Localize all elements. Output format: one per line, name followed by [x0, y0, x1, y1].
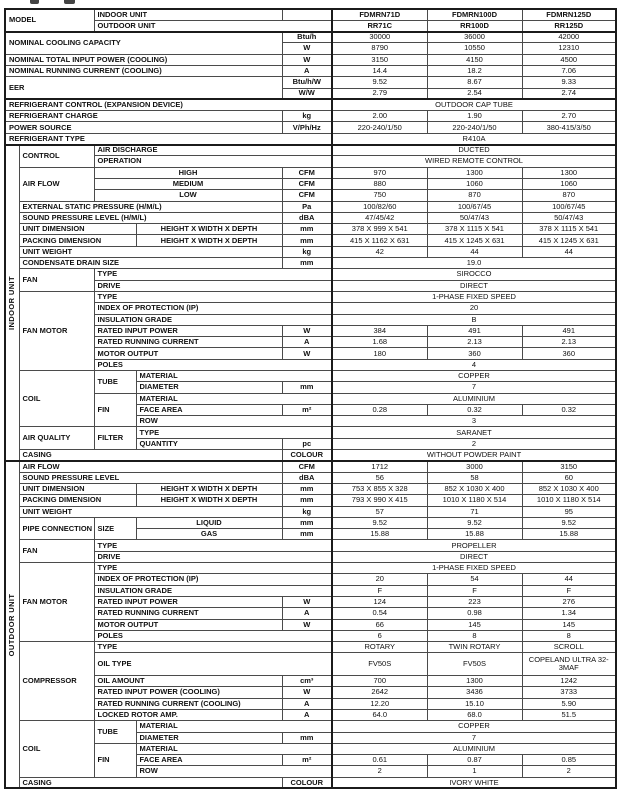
value-cell: 50/47/43	[427, 212, 522, 223]
value-cell: 57	[332, 506, 427, 517]
row-label-cell: INDEX OF PROTECTION (IP)	[94, 574, 332, 585]
row-label-cell: OIL AMOUNT	[94, 676, 282, 687]
value-cell: 2	[522, 766, 616, 777]
unit-cell: W	[282, 596, 332, 607]
row-label-cell: PACKING DIMENSION	[19, 235, 136, 246]
value-cell: COPPER	[332, 371, 616, 382]
unit-cell: cm³	[282, 676, 332, 687]
row-label-cell: OUTDOOR UNIT	[94, 20, 332, 31]
row-label-cell: RATED RUNNING CURRENT	[94, 337, 282, 348]
unit-cell: A	[282, 709, 332, 720]
value-cell: 10550	[427, 43, 522, 54]
row-label-cell: TYPE	[136, 427, 332, 438]
unit-cell: A	[282, 65, 332, 76]
sub-label-cell: FDMRN125D	[522, 9, 616, 20]
unit-cell: A	[282, 698, 332, 709]
row-label-cell: ROW	[136, 766, 332, 777]
row-label-cell: MATERIAL	[136, 721, 332, 732]
value-cell: 20	[332, 574, 427, 585]
value-cell: 0.28	[332, 404, 427, 415]
sub-label-cell: RR71C	[332, 20, 427, 31]
row-label-cell: CONTROL	[19, 145, 94, 168]
sub-label-cell: HEIGHT X WIDTH X DEPTH	[136, 495, 282, 506]
value-cell: 18.2	[427, 65, 522, 76]
value-cell: 852 X 1030 X 400	[427, 483, 522, 494]
unit-cell: A	[282, 337, 332, 348]
row-label-cell: NOMINAL TOTAL INPUT POWER (COOLING)	[5, 54, 282, 65]
value-cell: 491	[427, 325, 522, 336]
unit-cell: W	[282, 54, 332, 65]
unit-cell: mm	[282, 258, 332, 269]
value-cell: 47/45/42	[332, 212, 427, 223]
value-cell: 68.0	[427, 709, 522, 720]
row-label-cell: TYPE	[94, 291, 332, 302]
row-label-cell: NOMINAL COOLING CAPACITY	[5, 32, 282, 55]
value-cell: 415 X 1245 X 631	[427, 235, 522, 246]
row-label-cell: TYPE	[94, 563, 332, 574]
unit-cell: mm	[282, 382, 332, 393]
value-cell: 0.85	[522, 755, 616, 766]
section-vertical-label	[5, 461, 19, 789]
unit-cell: COLOUR	[282, 777, 332, 788]
sub-label-cell: HEIGHT X WIDTH X DEPTH	[136, 235, 282, 246]
row-label-cell: AIR DISCHARGE	[94, 145, 332, 156]
value-cell: 870	[427, 190, 522, 201]
unit-cell: W	[282, 325, 332, 336]
row-label-cell: POLES	[94, 630, 332, 641]
value-cell: 415 X 1162 X 631	[332, 235, 427, 246]
row-label-cell: UNIT DIMENSION	[19, 483, 136, 494]
value-cell: 2.74	[522, 88, 616, 99]
unit-cell: mm	[282, 483, 332, 494]
value-cell: COPELAND ULTRA 32-3MAF	[522, 653, 616, 676]
value-cell: 378 X 999 X 541	[332, 224, 427, 235]
value-cell: 15.88	[332, 529, 427, 540]
unit-cell	[282, 9, 332, 20]
value-cell: 223	[427, 596, 522, 607]
row-label-cell: SOUND PRESSURE LEVEL	[19, 472, 282, 483]
value-cell: 7.06	[522, 65, 616, 76]
sub-label-cell: HEIGHT X WIDTH X DEPTH	[136, 224, 282, 235]
value-cell: 60	[522, 472, 616, 483]
value-cell: 100/82/60	[332, 201, 427, 212]
row-label-cell: QUANTITY	[136, 438, 282, 449]
value-cell: 1242	[522, 676, 616, 687]
value-cell: 145	[522, 619, 616, 630]
value-cell: 124	[332, 596, 427, 607]
value-cell: 3436	[427, 687, 522, 698]
row-label-cell: FIN	[94, 743, 136, 777]
value-cell: 384	[332, 325, 427, 336]
row-label-cell: OIL TYPE	[94, 653, 332, 676]
value-cell: 8.67	[427, 77, 522, 88]
value-cell: 14.4	[332, 65, 427, 76]
row-label-cell: RATED INPUT POWER	[94, 325, 282, 336]
unit-cell: kg	[282, 506, 332, 517]
unit-cell: Btu/h	[282, 32, 332, 43]
value-cell: 8	[427, 630, 522, 641]
value-cell: 970	[332, 167, 427, 178]
value-cell: 44	[522, 574, 616, 585]
value-cell: 415 X 1245 X 631	[522, 235, 616, 246]
value-cell: 7	[332, 732, 616, 743]
value-cell: 2.13	[522, 337, 616, 348]
value-cell: 1300	[427, 167, 522, 178]
value-cell: OUTDOOR CAP TUBE	[332, 99, 616, 110]
value-cell: 12.20	[332, 698, 427, 709]
value-cell: 56	[332, 472, 427, 483]
value-cell: 54	[427, 574, 522, 585]
spec-table	[4, 8, 617, 789]
value-cell: 2.54	[427, 88, 522, 99]
value-cell: FV50S	[332, 653, 427, 676]
value-cell: 0.32	[427, 404, 522, 415]
value-cell: 793 X 990 X 415	[332, 495, 427, 506]
cropped-text-remnant	[30, 0, 39, 4]
value-cell: 4150	[427, 54, 522, 65]
value-cell: 6	[332, 630, 427, 641]
sub-label-cell: GAS	[136, 529, 282, 540]
row-label-cell: MODEL	[5, 9, 94, 32]
row-label-cell: COMPRESSOR	[19, 642, 94, 721]
row-label-cell: REFRIGERANT CHARGE	[5, 111, 282, 122]
value-cell: DIRECT	[332, 280, 616, 291]
value-cell: 7	[332, 382, 616, 393]
value-cell: 1712	[332, 461, 427, 472]
value-cell: 1060	[522, 178, 616, 189]
row-label-cell: SIZE	[94, 517, 136, 540]
unit-cell: W	[282, 348, 332, 359]
value-cell: 42000	[522, 32, 616, 43]
value-cell: 8790	[332, 43, 427, 54]
row-label-cell: TUBE	[94, 721, 136, 744]
value-cell: 2	[332, 438, 616, 449]
row-label-cell: RATED RUNNING CURRENT	[94, 608, 282, 619]
value-cell: 9.52	[332, 77, 427, 88]
value-cell: 51.5	[522, 709, 616, 720]
row-label-cell: DIAMETER	[136, 732, 282, 743]
row-label-cell: COIL	[19, 721, 94, 777]
row-label-cell: POWER SOURCE	[5, 122, 282, 133]
value-cell: 2.79	[332, 88, 427, 99]
value-cell: 5.90	[522, 698, 616, 709]
value-cell: 870	[522, 190, 616, 201]
unit-cell: kg	[282, 246, 332, 257]
unit-cell: dBA	[282, 472, 332, 483]
row-label-cell: FAN	[19, 540, 94, 563]
row-label-cell: PIPE CONNECTION	[19, 517, 94, 540]
value-cell: F	[522, 585, 616, 596]
value-cell: 2.70	[522, 111, 616, 122]
section-vertical-label	[5, 145, 19, 461]
unit-cell: mm	[282, 732, 332, 743]
row-label-cell: RATED INPUT POWER (COOLING)	[94, 687, 282, 698]
row-label-cell: DRIVE	[94, 280, 332, 291]
sub-label-cell: MEDIUM	[94, 178, 282, 189]
row-label-cell: SOUND PRESSURE LEVEL (H/M/L)	[19, 212, 282, 223]
row-label-cell: RATED INPUT POWER	[94, 596, 282, 607]
sub-label-cell: LIQUID	[136, 517, 282, 528]
spec-table-body	[5, 9, 616, 788]
value-cell: 2.00	[332, 111, 427, 122]
unit-cell: CFM	[282, 461, 332, 472]
row-label-cell: EER	[5, 77, 282, 100]
value-cell: 378 X 1115 X 541	[522, 224, 616, 235]
value-cell: 9.52	[427, 517, 522, 528]
value-cell: 1-PHASE FIXED SPEED	[332, 563, 616, 574]
value-cell: 15.88	[522, 529, 616, 540]
value-cell: 700	[332, 676, 427, 687]
vertical-label-text: OUTDOOR UNIT	[7, 593, 17, 657]
value-cell: SCROLL	[522, 642, 616, 653]
row-label-cell: FAN	[19, 269, 94, 292]
unit-cell: Btu/h/W	[282, 77, 332, 88]
value-cell: 3150	[332, 54, 427, 65]
row-label-cell: REFRIGERANT TYPE	[5, 133, 332, 144]
unit-cell: A	[282, 608, 332, 619]
value-cell: 0.98	[427, 608, 522, 619]
cropped-text-remnant	[64, 0, 75, 4]
row-label-cell: CASING	[19, 777, 282, 788]
row-label-cell: INSULATION GRADE	[94, 314, 332, 325]
row-label-cell: NOMINAL RUNNING CURRENT (COOLING)	[5, 65, 282, 76]
value-cell: 20	[332, 303, 616, 314]
value-cell: 12310	[522, 43, 616, 54]
value-cell: 15.10	[427, 698, 522, 709]
value-cell: F	[332, 585, 427, 596]
value-cell: 0.87	[427, 755, 522, 766]
value-cell: 1	[427, 766, 522, 777]
value-cell: 15.88	[427, 529, 522, 540]
value-cell: 180	[332, 348, 427, 359]
value-cell: 378 X 1115 X 541	[427, 224, 522, 235]
unit-cell: CFM	[282, 167, 332, 178]
value-cell: 1060	[427, 178, 522, 189]
row-label-cell: MOTOR OUTPUT	[94, 619, 282, 630]
row-label-cell: FACE AREA	[136, 755, 282, 766]
value-cell: SIROCCO	[332, 269, 616, 280]
row-label-cell: OPERATION	[94, 156, 332, 167]
unit-cell: pc	[282, 438, 332, 449]
row-label-cell: TUBE	[94, 371, 136, 394]
value-cell: ALUMINIUM	[332, 743, 616, 754]
value-cell: 220-240/1/50	[332, 122, 427, 133]
value-cell: ROTARY	[332, 642, 427, 653]
row-label-cell: ROW	[136, 416, 332, 427]
row-label-cell: PACKING DIMENSION	[19, 495, 136, 506]
row-label-cell: MATERIAL	[136, 393, 332, 404]
row-label-cell: AIR FLOW	[19, 167, 94, 201]
value-cell: 44	[427, 246, 522, 257]
value-cell: 4500	[522, 54, 616, 65]
unit-cell: Pa	[282, 201, 332, 212]
row-label-cell: CONDENSATE DRAIN SIZE	[19, 258, 282, 269]
value-cell: 753 X 855 X 328	[332, 483, 427, 494]
row-label-cell: MATERIAL	[136, 371, 332, 382]
row-label-cell: FIN	[94, 393, 136, 427]
row-label-cell: FACE AREA	[136, 404, 282, 415]
value-cell: F	[427, 585, 522, 596]
unit-cell: W	[282, 43, 332, 54]
value-cell: 1010 X 1180 X 514	[427, 495, 522, 506]
unit-cell: kg	[282, 111, 332, 122]
value-cell: 2642	[332, 687, 427, 698]
row-label-cell: MATERIAL	[136, 743, 332, 754]
value-cell: 100/67/45	[522, 201, 616, 212]
row-label-cell: INSULATION GRADE	[94, 585, 332, 596]
unit-cell: m²	[282, 404, 332, 415]
row-label-cell: TYPE	[94, 642, 332, 653]
value-cell: 2.13	[427, 337, 522, 348]
value-cell: 95	[522, 506, 616, 517]
value-cell: ALUMINIUM	[332, 393, 616, 404]
value-cell: 1.90	[427, 111, 522, 122]
row-label-cell: DIAMETER	[136, 382, 282, 393]
unit-cell: mm	[282, 235, 332, 246]
value-cell: 750	[332, 190, 427, 201]
value-cell: 380-415/3/50	[522, 122, 616, 133]
value-cell: DUCTED	[332, 145, 616, 156]
unit-cell: W	[282, 687, 332, 698]
sub-label-cell: RR125D	[522, 20, 616, 31]
value-cell: 71	[427, 506, 522, 517]
row-label-cell: MOTOR OUTPUT	[94, 348, 282, 359]
value-cell: 3000	[427, 461, 522, 472]
value-cell: 1010 X 1180 X 514	[522, 495, 616, 506]
value-cell: B	[332, 314, 616, 325]
value-cell: 9.52	[332, 517, 427, 528]
value-cell: 0.32	[522, 404, 616, 415]
value-cell: 1.34	[522, 608, 616, 619]
value-cell: 4	[332, 359, 616, 370]
row-label-cell: AIR FLOW	[19, 461, 282, 472]
row-label-cell: TYPE	[94, 540, 332, 551]
row-label-cell: AIR QUALITY	[19, 427, 94, 450]
unit-cell: m²	[282, 755, 332, 766]
vertical-label-text: INDOOR UNIT	[7, 275, 17, 330]
value-cell: 1300	[427, 676, 522, 687]
row-label-cell: TYPE	[94, 269, 332, 280]
value-cell: IVORY WHITE	[332, 777, 616, 788]
value-cell: 0.54	[332, 608, 427, 619]
value-cell: PROPELLER	[332, 540, 616, 551]
sub-label-cell: FDMRN71D	[332, 9, 427, 20]
row-label-cell: INDEX OF PROTECTION (IP)	[94, 303, 332, 314]
value-cell: 100/67/45	[427, 201, 522, 212]
unit-cell: mm	[282, 529, 332, 540]
value-cell: 276	[522, 596, 616, 607]
unit-cell: mm	[282, 224, 332, 235]
sub-label-cell: LOW	[94, 190, 282, 201]
value-cell: 3150	[522, 461, 616, 472]
row-label-cell: EXTERNAL STATIC PRESSURE (H/M/L)	[19, 201, 282, 212]
row-label-cell: COIL	[19, 371, 94, 427]
value-cell: 36000	[427, 32, 522, 43]
value-cell: 491	[522, 325, 616, 336]
row-label-cell: POLES	[94, 359, 332, 370]
unit-cell: dBA	[282, 212, 332, 223]
row-label-cell: LOCKED ROTOR AMP.	[94, 709, 282, 720]
unit-cell: W/W	[282, 88, 332, 99]
value-cell: TWIN ROTARY	[427, 642, 522, 653]
value-cell: 64.0	[332, 709, 427, 720]
value-cell: WIRED REMOTE CONTROL	[332, 156, 616, 167]
value-cell: R410A	[332, 133, 616, 144]
row-label-cell: FILTER	[94, 427, 136, 450]
value-cell: 44	[522, 246, 616, 257]
sub-label-cell: HIGH	[94, 167, 282, 178]
value-cell: 0.61	[332, 755, 427, 766]
value-cell: 50/47/43	[522, 212, 616, 223]
value-cell: 1.68	[332, 337, 427, 348]
sub-label-cell: HEIGHT X WIDTH X DEPTH	[136, 483, 282, 494]
row-label-cell: CASING	[19, 450, 282, 461]
unit-cell: V/Ph/Hz	[282, 122, 332, 133]
value-cell: 852 X 1030 X 400	[522, 483, 616, 494]
value-cell: 9.52	[522, 517, 616, 528]
unit-cell: W	[282, 619, 332, 630]
value-cell: 8	[522, 630, 616, 641]
value-cell: 9.33	[522, 77, 616, 88]
value-cell: COPPER	[332, 721, 616, 732]
value-cell: 58	[427, 472, 522, 483]
unit-cell: COLOUR	[282, 450, 332, 461]
row-label-cell: UNIT WEIGHT	[19, 246, 282, 257]
value-cell: 145	[427, 619, 522, 630]
row-label-cell: FAN MOTOR	[19, 563, 94, 642]
value-cell: FV50S	[427, 653, 522, 676]
row-label-cell: UNIT WEIGHT	[19, 506, 282, 517]
row-label-cell: UNIT DIMENSION	[19, 224, 136, 235]
value-cell: DIRECT	[332, 551, 616, 562]
value-cell: 880	[332, 178, 427, 189]
value-cell: 3733	[522, 687, 616, 698]
value-cell: 30000	[332, 32, 427, 43]
value-cell: 66	[332, 619, 427, 630]
value-cell: 1300	[522, 167, 616, 178]
value-cell: SARANET	[332, 427, 616, 438]
value-cell: 360	[522, 348, 616, 359]
value-cell: 3	[332, 416, 616, 427]
row-label-cell: FAN MOTOR	[19, 291, 94, 370]
unit-cell: CFM	[282, 190, 332, 201]
row-label-cell: RATED RUNNING CURRENT (COOLING)	[94, 698, 282, 709]
value-cell: WITHOUT POWDER PAINT	[332, 450, 616, 461]
sub-label-cell: FDMRN100D	[427, 9, 522, 20]
value-cell: 360	[427, 348, 522, 359]
value-cell: 220-240/1/50	[427, 122, 522, 133]
unit-cell: mm	[282, 517, 332, 528]
unit-cell: mm	[282, 495, 332, 506]
sub-label-cell: RR100D	[427, 20, 522, 31]
value-cell: 2	[332, 766, 427, 777]
row-label-cell: REFRIGERANT CONTROL (EXPANSION DEVICE)	[5, 99, 332, 110]
value-cell: 42	[332, 246, 427, 257]
value-cell: 19.0	[332, 258, 616, 269]
value-cell: 1-PHASE FIXED SPEED	[332, 291, 616, 302]
unit-cell: CFM	[282, 178, 332, 189]
row-label-cell: DRIVE	[94, 551, 332, 562]
row-label-cell: INDOOR UNIT	[94, 9, 282, 20]
